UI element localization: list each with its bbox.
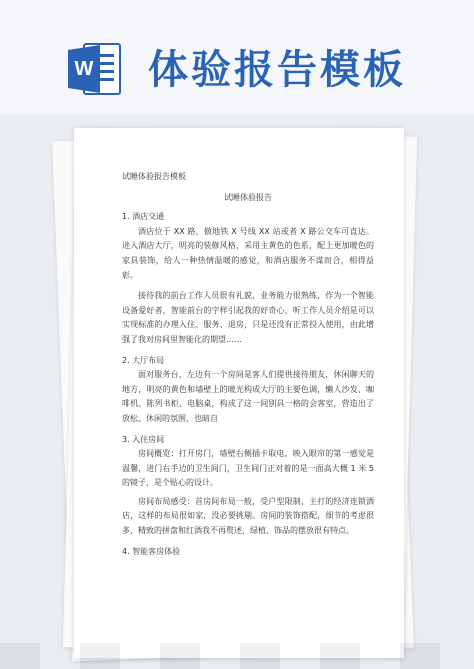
paragraph: 酒店位于 XX 路，倣地铁 X 号线 XX 站或者 X 路公交车可直达。进入酒店大厅，明亮的装修风格，采用主黄色的色系，配上更加暖色的家具装饰，给人一种热情温暖的感觉，和酒店服务不谋而合，相得益彰。 xyxy=(122,226,374,280)
paragraph: 房间概览：打开房门，墙壁右侧插卡取电，映入眼帘的第一感觉是温馨，进门右手边的卫生间门，卫生间门正对着的是一面高大概 1 米 5 的镜子，是个贴心的设计。 xyxy=(122,449,374,488)
page-title: 体验报告模板 xyxy=(148,47,406,93)
document-title: 试睡体验报告 xyxy=(224,192,272,202)
watermark-band xyxy=(0,643,474,669)
section-heading: 4. 智能客房体验 xyxy=(122,546,181,556)
paragraph: 面对服务台，左边有一个房间是客人们提供接待朋友，休闲聊天的地方，明亮的黄色和墙壁上的暖光构成大厅的主要色调，懒人沙发、咖啡机、陈列书柜、电脑桌，构成了这一间别具一格的会客室，营造出了放松、休闲的氛围，也暗自 xyxy=(122,370,374,423)
document-label: 试睡体验报告模板 xyxy=(122,172,186,181)
word-doc-icon xyxy=(66,40,124,98)
paragraph: 接待我的前台工作人员很有礼貌，业务能力很熟练，作为一个智能设备爱好者，智能前台的字样引起我的好奇心，听工作人员介绍是可以实现标准的办理入住、服务、退房，只是还没有正常投入使用，由此增强了我对房间里智能化的期望…… xyxy=(122,291,374,344)
document-page xyxy=(74,128,404,658)
section-heading: 1. 酒店交通 xyxy=(122,212,165,222)
header-banner xyxy=(0,0,474,115)
svg-text:W: W xyxy=(74,58,94,80)
document-body xyxy=(122,170,374,559)
paragraph: 房间布局感受：首房间布局一般，受户型限制，主打的经济连锁酒店，这样的布局很如家，没必要挑剔。房间的装饰搭配，细节的考虑很多，精致的拼盘和红酒我不再赘述，绿植、饰品的摆放很有特点。 xyxy=(122,496,374,536)
section-heading: 3. 入住房间 xyxy=(122,434,165,444)
section-heading: 2. 大厅布局 xyxy=(122,355,165,365)
